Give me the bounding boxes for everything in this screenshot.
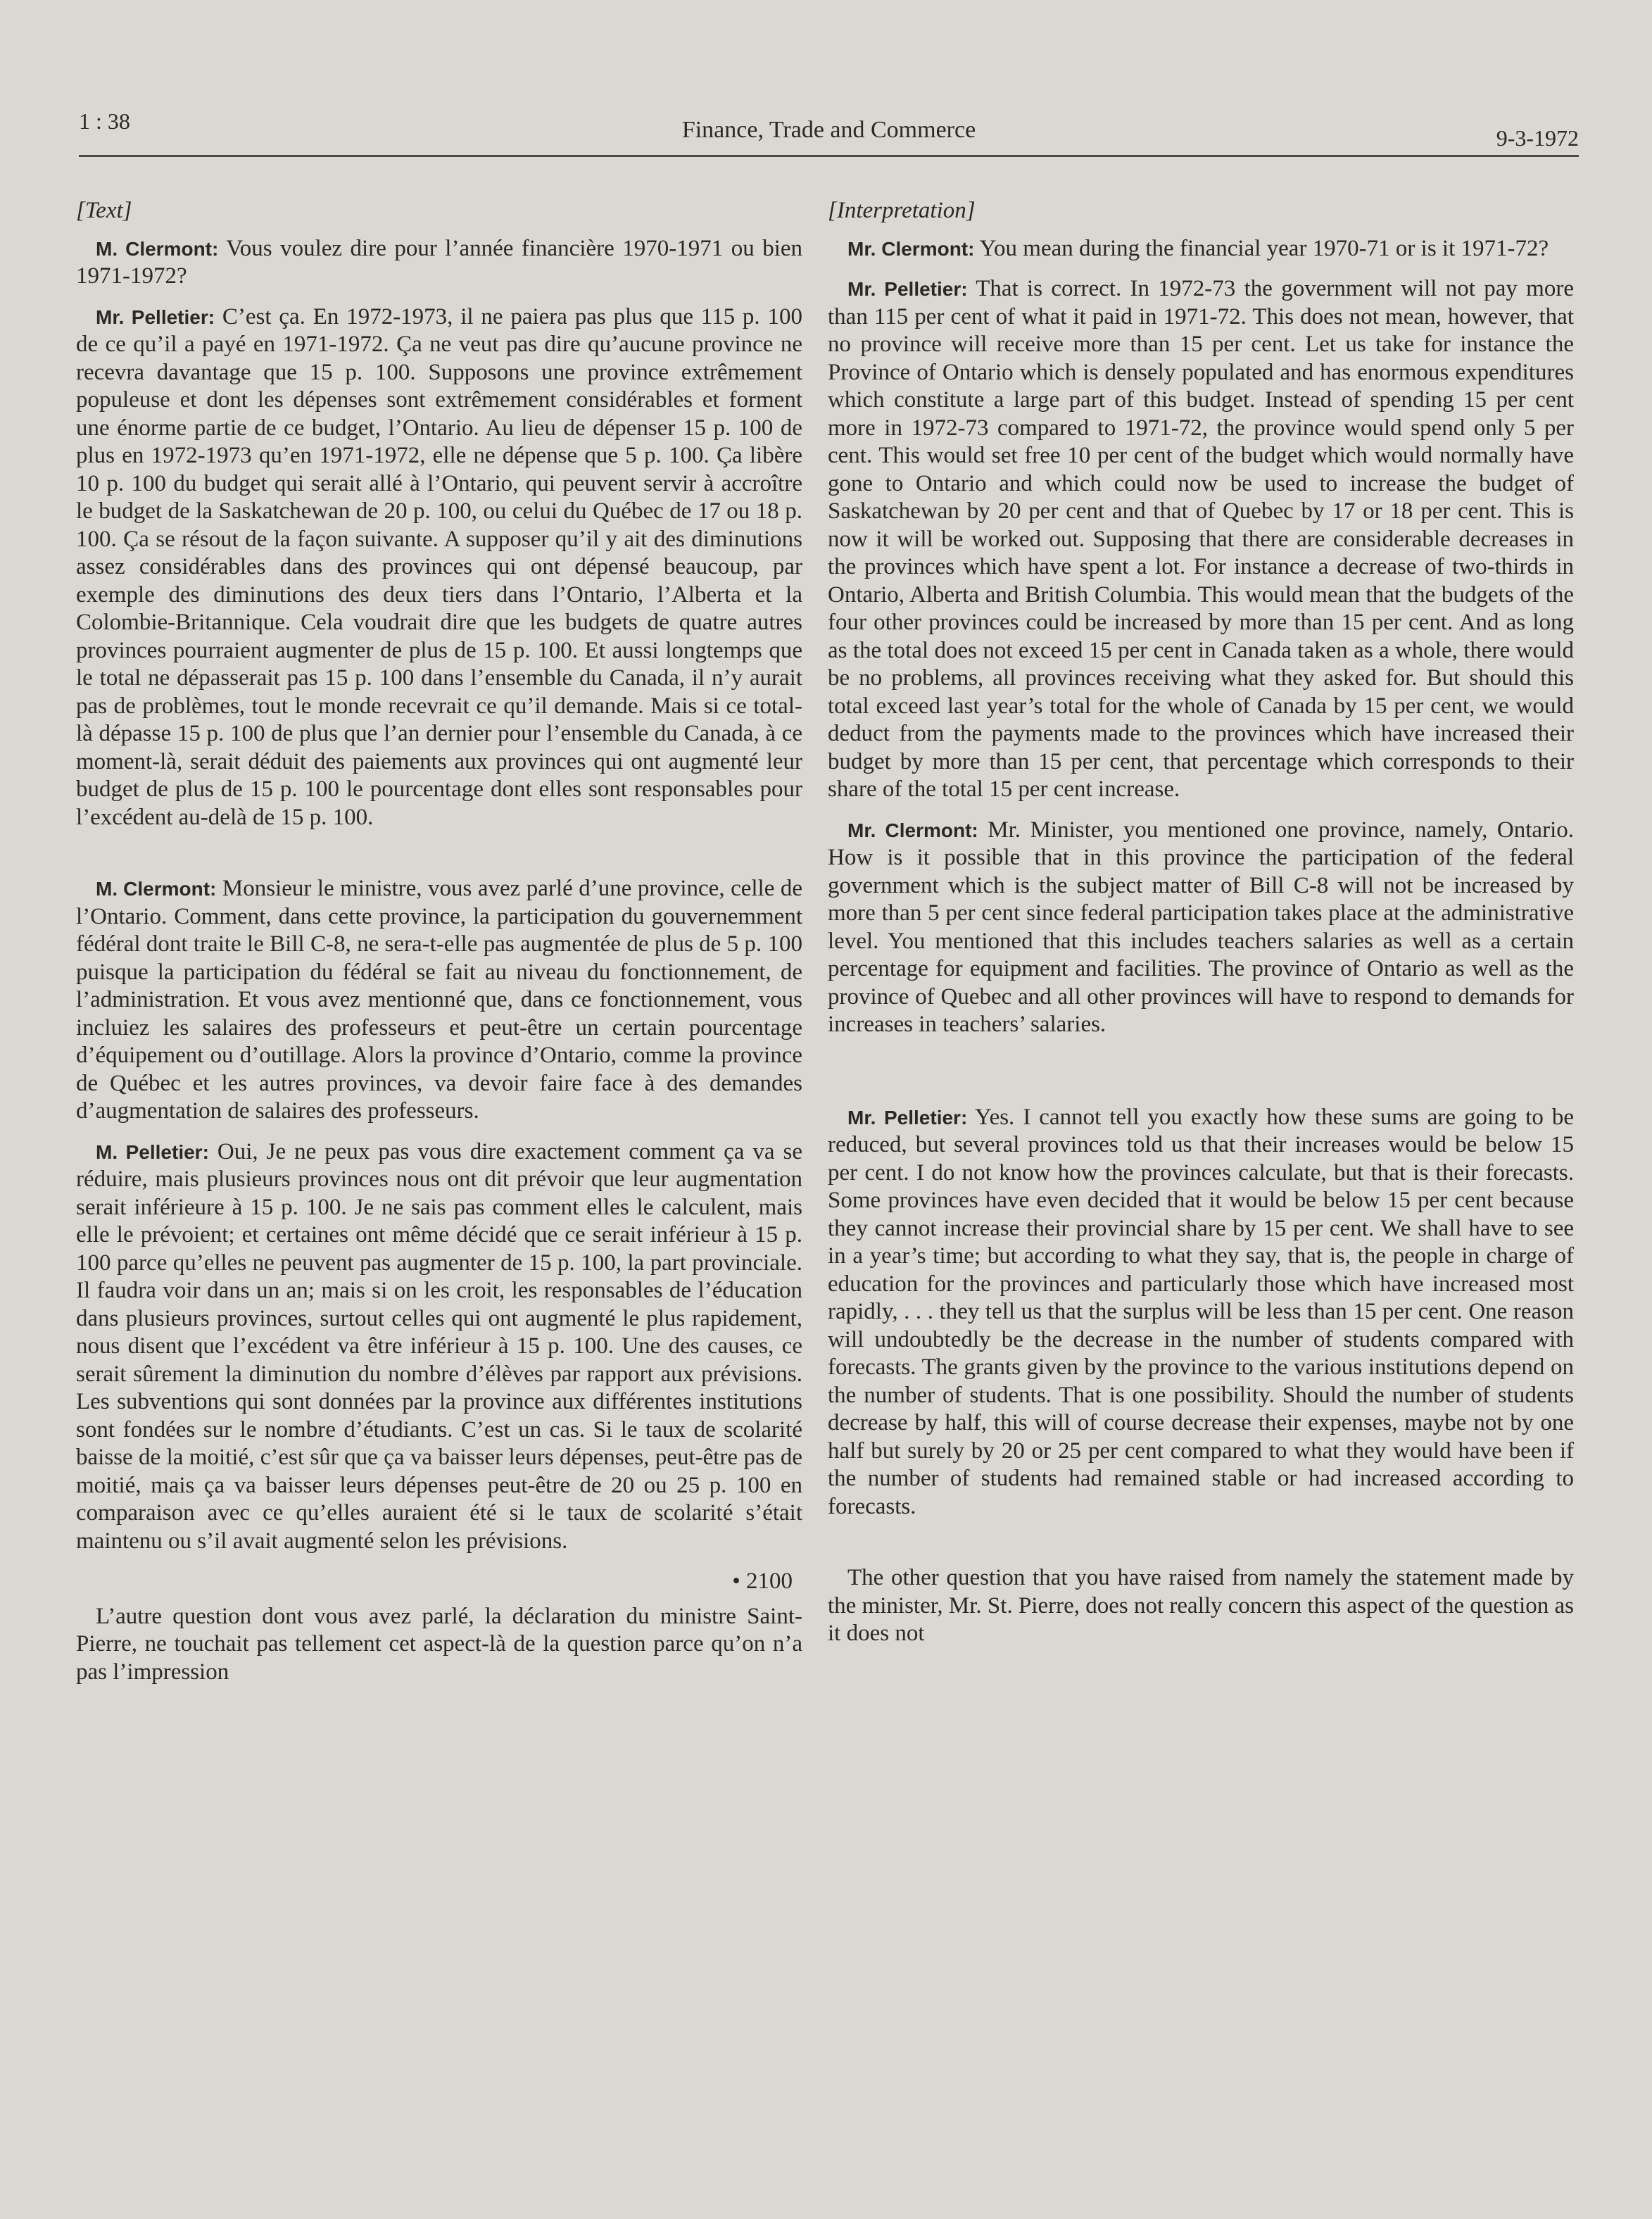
page-header [79, 104, 1579, 157]
speech-text: C’est ça. En 1972-1973, il ne paiera pas plus que 115 p. 100 de ce qu’il a payé en 1971-1972. Ça ne veut pas dire qu’aucune province ne recevra davantage que 15 p. 100. Supposons une province extrêmement populeuse et dont les dépenses sont extrêmement considérables et forment une énorme partie de ce budget, l’Ontario. Au lieu de dépenser 15 p. 100 de plus en 1972-1973 qu’en 1971-1972, elle ne dépense que 5 p. 100. Ça libère 10 p. 100 du budget qui serait allé à l’Ontario, qui peuvent servir à accroître le budget de la Saskatchewan de 20 p. 100, ou celui du Québec de 17 ou 18 p. 100. Ça se résout de la façon suivante. A supposer qu’il y ait des diminutions assez considérables dans des provinces qui ont dépensé beaucoup, par exemple des diminutions des deux tiers dans l’Ontario, l’Alberta et la Colombie-Britannique. Cela voudrait dire que les budgets de quatre autres provinces pourraient augmenter de plus de 15 p. 100. Et aussi longtemps que le total ne dépasserait pas 15 p. 100 dans l’ensemble du Canada, il n’y aurait pas de problèmes, tout le monde recevrait ce qu’il demande. Mais si ce total-là dépasse 15 p. 100 de plus que l’an dernier pour l’ensemble du Canada, à ce moment-là, serait déduit des paiements aux provinces qui ont augmenté leur budget de plus de 15 p. 100 le pourcentage dont elles sont responsables pour l’excédent au-delà de 15 p. 100. [76, 303, 802, 830]
section-label: [Interpretation] [828, 198, 976, 223]
speech-text: That is correct. In 1972-73 the government will not pay more than 115 per cent of what it paid in 1971-72. This does not mean, however, that no province will receive more than 15 per cent. Let us take for instance the Province of Ontario which is densely populated and has enormous expenditures which constitute a large part of this budget. Instead of spending 15 per cent more in 1972-73 compared to 1971-72, the province would spend only 5 per cent. This would set free 10 per cent of the budget which would normally have gone to Ontario and which could now be used to increase the budget of Saskatchewan by 20 per cent and that of Quebec by 17 or 18 per cent. This is now it will be worked out. Supposing that there are considerable decreases in the provinces which have spent a lot. For instance a decrease of two-thirds in Ontario, Alberta and British Columbia. This would mean that the budgets of the four other provinces could be increased by more than 15 per cent. And as long as the total does not exceed 15 per cent in Canada taken as a whole, there would be no problems, all provinces receiving what they asked for. But should this total exceed last year’s total for the whole of Canada by 15 per cent, we would deduct from the payments made to the provinces which have increased their budget by more than 15 per cent, that percentage which corresponds to their share of the total 15 per cent increase. [828, 276, 1574, 802]
speaker-name: Mr. Pelletier: [847, 278, 968, 300]
speech-text: Vous voulez dire pour l’année financière 1970-1971 ou bien 1971-1972? [76, 235, 803, 289]
page-title: Finance, Trade and Commerce [681, 117, 976, 143]
speaker-name: Mr. Clermont: [847, 237, 975, 260]
transcript-paragraph [76, 303, 802, 832]
closing-paragraph: The other question that you have raised from namely the statement made by the minister, Mr. St. Pierre, does not really concern this aspect of the question as it does not [828, 1565, 1574, 1646]
page-date: 9-3-1972 [1496, 125, 1579, 151]
speaker-name: Mr. Clermont: [847, 819, 978, 841]
transcript-paragraph [828, 275, 1574, 804]
transcript-paragraph [828, 235, 1574, 263]
speech-text: Oui, Je ne peux pas vous dire exactement comment ça va se réduire, mais plusieurs provinces nous ont dit prévoir que leur augmentation serait inférieure à 15 p. 100. Je ne sais pas comment elles le calculent, mais elle le prévoient; et certaines ont même décidé que ce serait inférieur à 15 p. 100 parce qu’elles ne peuvent pas augmenter de 15 p. 100, la part provinciale. Il faudra voir dans un an; mais si on les croit, les responsables de l’éducation dans plusieurs provinces, surtout celles qui ont augmenté le plus rapidement, nous disent que l’excédent va être inférieur à 15 p. 100. Une des causes, ce serait sûrement la diminution du nombre d’élèves par rapport aux prévisions. Les subventions qui sont données par la province aux différentes institutions sont fondées sur le nombre d’étudiants. C’est un cas. Si le taux de scolarité baisse de la moitié, c’est sûr que ça va baisser leurs dépenses, peut-être pas de moitié, mais ça va baisser leurs dépenses peut-être de 20 ou 25 p. 100 en comparaison avec ce qu’elles auraient été si le taux de scolarité s’était maintenu ou s’il avait augmenté selon les prévisions. [76, 1138, 802, 1554]
page-number: 1 : 38 [79, 108, 130, 134]
speaker-name: Mr. Pelletier: [847, 1106, 968, 1129]
closing-paragraph: L’autre question dont vous avez parlé, la déclaration du ministre Saint-Pierre, ne touchait pas tellement cet aspect-là de la question parce qu’on n’a pas l’impression [76, 1603, 802, 1685]
transcript-paragraph [828, 1104, 1574, 1521]
transcript-paragraph [76, 875, 802, 1126]
speaker-name: Mr. Pelletier: [96, 306, 215, 328]
speech-text: You mean during the financial year 1970-71 or is it 1971-72? [974, 235, 1549, 261]
transcript-paragraph [76, 235, 802, 291]
time-marker: • 2100 [732, 1569, 793, 1594]
speaker-name: M. Clermont: [96, 878, 217, 900]
speech-text: Yes. I cannot tell you exactly how these sums are going to be reduced, but several provinces told us that their increases would be below 15 per cent. I do not know how the provinces calculate, but that is their forecasts. Some provinces have even decided that it would be below 15 per cent because they cannot increase their provincial share by 15 per cent. We shall have to see in a year’s time; but according to what they say, that is, the people in charge of education for the provinces and particularly those which have increased most rapidly, . . . they tell us that the surplus will be less than 15 per cent. One reason will undoubtedly be the decrease in the number of students compared with forecasts. The grants given by the province to the various institutions depend on the number of students. That is one possibility. Should the number of students decrease by half, this will of course decrease their expenses, maybe not by one half but surely by 20 or 25 per cent compared to what they would have been if the number of students had remained stable or had increased according to forecasts. [828, 1104, 1574, 1519]
transcript-paragraph [828, 817, 1574, 1039]
english-column [828, 197, 1574, 1661]
french-column [76, 197, 802, 1699]
speaker-name: M. Pelletier: [96, 1140, 209, 1163]
speech-text: Mr. Minister, you mentioned one province, namely, Ontario. How is it possible that in this province the participation of the federal government which is the subject matter of Bill C-8 will not be increased by more than 5 per cent since federal participation takes place at the administrative level. You mentioned that this includes teachers salaries as well as a certain percentage for equipment and facilities. The province of Ontario as well as the province of Quebec and all other provinces will have to respond to demands for increases in teachers’ salaries. [828, 817, 1574, 1037]
section-label: [Text] [76, 198, 132, 223]
speaker-name: M. Clermont: [96, 237, 219, 260]
transcript-paragraph [76, 1138, 802, 1556]
speech-text: Monsieur le ministre, vous avez parlé d’une province, celle de l’Ontario. Comment, dans cette province, la participation du gouvernemment fédéral dont traite le Bill C-8, ne sera-t-elle pas augmentée de plus de 5 p. 100 puisque la participation du fédéral se fait au niveau du fonctionnement, de l’administration. Et vous avez mentionné que, dans ce fonctionnement, vous incluiez les salaires des professeurs et peut-être un certain pourcentage d’équipement ou d’outillage. Alors la province d’Ontario, comme la province de Québec et les autres provinces, va devoir faire face à des demandes d’augmentation de salaires des professeurs. [76, 876, 802, 1124]
